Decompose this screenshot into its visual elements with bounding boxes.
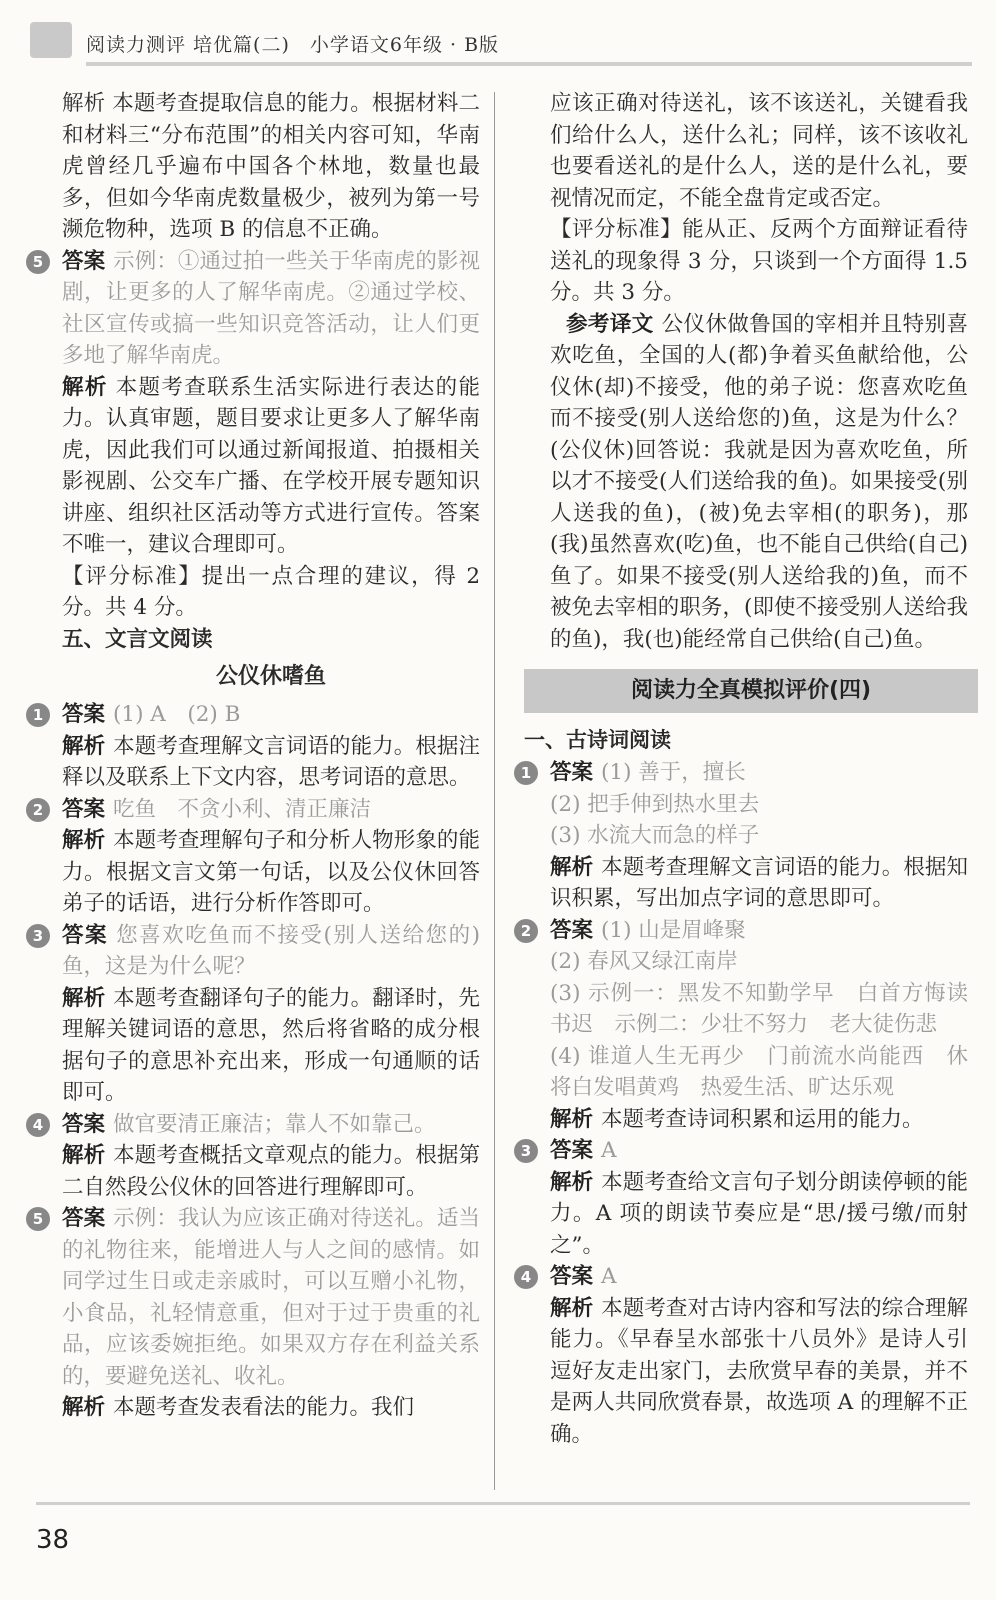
section-heading: 五、文言文阅读: [62, 626, 213, 652]
section-heading: 一、古诗词阅读: [524, 728, 671, 752]
left-item-4: [32, 1109, 480, 1204]
column-divider: [494, 92, 495, 1490]
analysis-label: 解析: [62, 985, 106, 1011]
analysis-text: 本题考查联系生活实际进行表达的能力。认真审题，题目要求让更多人了解华南虎，因此我们可以通过新闻报道、拍摄相关影视剧、公交车广播、在学校开展专题知识讲座、组织社区活动等方式进行宣传。答案不唯一，建议合理即可。: [62, 374, 480, 557]
right-column: [520, 88, 968, 1450]
question-number: 4: [514, 1265, 538, 1289]
right-analysis-continued: 应该正确对待送礼，该不该送礼，关键看我们给什么人，送什么礼；同样，该不该收礼也要看送礼的是什么人，送的是什么礼，要视情况而定，不能全盘肯定或否定。: [550, 91, 968, 211]
right-question-3: [520, 1135, 968, 1261]
right-question-2: [520, 915, 968, 1136]
left-item-list: [32, 699, 480, 1424]
analysis-text: 本题考查理解文言词语的能力。根据注释以及联系上下文内容，思考词语的意思。: [62, 733, 480, 790]
page-header: [0, 0, 996, 64]
answer-label: 答案: [62, 1206, 106, 1231]
answer-text: 做官要清正廉洁；靠人不如靠己。: [113, 1111, 436, 1137]
question-number: 5: [26, 1207, 50, 1231]
translation-label: 参考译文: [566, 311, 654, 337]
right-question-4: [520, 1261, 968, 1450]
reference-translation: [550, 309, 968, 656]
analysis-text: 本题考查给文言句子划分朗读停顿的能力。A 项的朗读节奏应是“思/援弓缴/而射之”。: [550, 1169, 968, 1258]
analysis-label: 解析: [550, 1169, 594, 1195]
left-analysis-continued: 解析 本题考查提取信息的能力。根据材料二和材料三“分布范围”的相关内容可知，华南虎曾经几乎遍布中国各个林地，数量也最多，但如今华南虎数量极少，被列为第一号濒危物种，选项 B 的信息不正确。: [62, 91, 480, 242]
answer-text: A: [601, 1138, 617, 1163]
analysis-label: 解析: [550, 1295, 594, 1321]
analysis-text: 本题考查理解文言词语的能力。根据知识积累，写出加点字词的意思即可。: [550, 854, 968, 911]
answer-line: (1) 山是眉峰聚: [601, 917, 746, 943]
question-number: 2: [26, 798, 50, 822]
question-number: 3: [26, 924, 50, 948]
analysis-text: 本题考查诗词积累和运用的能力。: [601, 1106, 924, 1132]
analysis-label: 解析: [62, 828, 106, 853]
analysis-text: 本题考查理解句子和分析人物形象的能力。根据文言文第一句话，以及公仪休回答弟子的话语，进行分析作答即可。: [62, 828, 480, 916]
answer-line: (2) 把手伸到热水里去: [550, 791, 760, 817]
scoring-criteria: 【评分标准】能从正、反两个方面辩证看待送礼的现象得 3 分，只谈到一个方面得 1.5 分。共 3 分。: [550, 217, 968, 305]
left-question-5: [32, 246, 480, 624]
answer-text: 您喜欢吃鱼而不接受(别人送给您的)鱼，这是为什么呢？: [62, 922, 480, 979]
question-number: 1: [26, 703, 50, 727]
analysis-text: 本题考查发表看法的能力。我们: [113, 1395, 415, 1420]
answer-label: 答案: [62, 702, 106, 727]
question-number: 3: [514, 1139, 538, 1163]
scoring-criteria: 【评分标准】提出一点合理的建议，得 2 分。共 4 分。: [62, 563, 480, 620]
answer-label: 答案: [62, 922, 109, 948]
question-number: 4: [26, 1113, 50, 1137]
answer-label: 答案: [62, 796, 106, 822]
translation-text: 公仪休做鲁国的宰相并且特别喜欢吃鱼，全国的人(都)争着买鱼献给他，公仪休(却)不接受，他的弟子说：您喜欢吃鱼而不接受(别人送给您的)鱼，这是为什么？(公仪休)回答说：我就是因为喜欢吃鱼，所以才不接受(人们送给我的鱼)。如果接受(别人送我的鱼)，(被)免去宰相(的职务)，那(我)虽然喜欢(吃)鱼，也不能自己供给(自己)鱼了。如果不接受(别人送给我的)鱼，而不被免去宰相的职务，(即使不接受别人送给我的鱼)，我(也)能经常自己供给(自己)鱼。: [550, 311, 968, 652]
question-number: 2: [514, 919, 538, 943]
page-number: 38: [36, 1525, 70, 1555]
left-column: [32, 88, 480, 1424]
answer-text: 示例：我认为应该正确对待送礼。适当的礼物往来，能增进人与人之间的感情。如同学过生日或走亲戚时，可以互赠小礼物，小食品，礼轻情意重，但对于过于贵重的礼品，应该委婉拒绝。如果双方存在利益关系的，要避免送礼、收礼。: [62, 1206, 480, 1389]
answer-line: (1) 善于，擅长: [601, 760, 746, 785]
passage-title: 公仪休嗜鱼: [215, 664, 326, 689]
answer-line: (4) 谁道人生无再少 门前流水尚能西 休将白发唱黄鸡 热爱生活、旷达乐观: [550, 1043, 968, 1100]
answer-label: 答案: [550, 1264, 594, 1289]
answer-label: 答案: [550, 1138, 594, 1163]
answer-label: 答案: [62, 248, 106, 274]
left-item-1: [32, 699, 480, 794]
header-rule: [86, 62, 972, 66]
section-banner: 阅读力全真模拟评价(四): [524, 669, 978, 713]
answer-label: 答案: [62, 1111, 106, 1137]
analysis-label: 解析: [62, 733, 106, 759]
answer-text: (1) A (2) B: [113, 702, 241, 727]
left-item-5: [32, 1203, 480, 1424]
analysis-text: 本题考查概括文章观点的能力。根据第二自然段公仪休的回答进行理解即可。: [62, 1143, 480, 1200]
left-item-3: [32, 920, 480, 1109]
answer-text: A: [601, 1264, 617, 1289]
right-question-1: [520, 757, 968, 915]
answer-text: 示例：①通过拍一些关于华南虎的影视剧，让更多的人了解华南虎。②通过学校、社区宣传或搞一些知识竞答活动，让人们更多地了解华南虎。: [62, 248, 480, 368]
analysis-label: 解析: [550, 1106, 594, 1132]
answer-label: 答案: [550, 760, 594, 785]
analysis-label: 解析: [62, 374, 108, 400]
answer-line: (3) 示例一：黑发不知勤学早 白首方悔读书迟 示例二：少壮不努力 老大徒伤悲: [550, 980, 968, 1037]
analysis-label: 解析: [550, 854, 594, 880]
answer-label: 答案: [550, 917, 594, 943]
analysis-label: 解析: [62, 1395, 106, 1420]
question-number: 1: [514, 761, 538, 785]
answer-line: (2) 春风又绿江南岸: [550, 949, 738, 974]
analysis-label: 解析: [62, 1143, 106, 1168]
footer-rule: [36, 1502, 970, 1505]
answer-line: (3) 水流大而急的样子: [550, 823, 760, 848]
left-item-2: [32, 794, 480, 920]
analysis-text: 本题考查翻译句子的能力。翻译时，先理解关键词语的意思，然后将省略的成分根据句子的意思补充出来，形成一句通顺的话即可。: [62, 985, 480, 1105]
question-number: 5: [26, 250, 50, 274]
analysis-text: 本题考查对古诗内容和写法的综合理解能力。《早春呈水部张十八员外》是诗人引逗好友走出家门，去欣赏早春的美景，并不是两人共同欣赏春景，故选项 A 的理解不正确。: [550, 1295, 968, 1447]
series-logo-icon: [30, 22, 72, 58]
answer-text: 吃鱼 不贪小利、清正廉洁: [113, 796, 372, 822]
header-title: 阅读力测评 培优篇(二) 小学语文6年级 · B版: [86, 34, 500, 56]
